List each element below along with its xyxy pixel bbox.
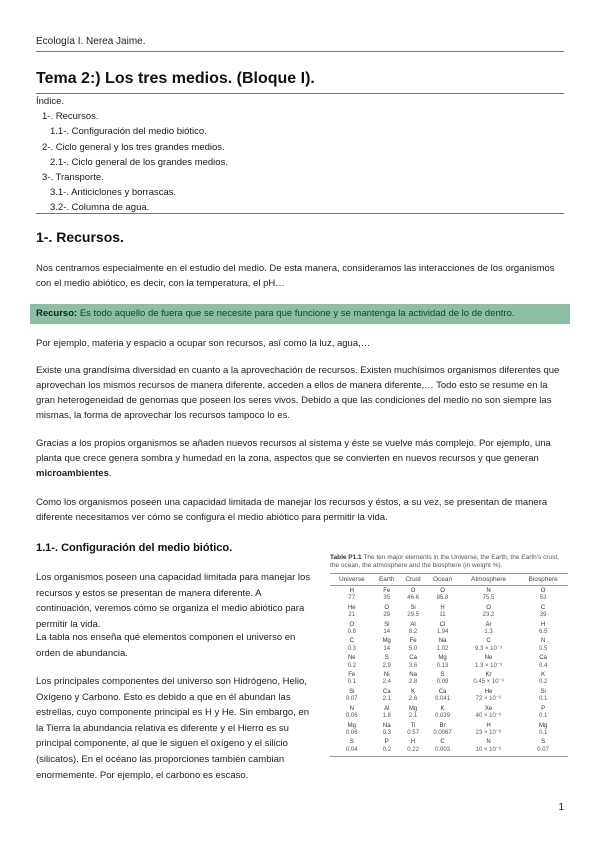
element-value-cell: 1.3 × 10⁻³: [475, 662, 503, 669]
intro-paragraph: Nos centramos especialmente en el estudio del medio. De esta manera, consideramos las interacciones de los organismos con el medio abiótico, es decir, con la temperatura, el pH…: [36, 263, 555, 289]
elements-table-figure: [330, 554, 568, 757]
definition-text: [36, 308, 515, 319]
element-symbol-cell: Si: [349, 688, 355, 695]
element-symbol-cell: Fe: [409, 638, 417, 645]
element-symbol-cell: Mg: [382, 638, 391, 645]
toc-divider: [36, 213, 564, 214]
element-value-cell: 2.1: [408, 713, 418, 720]
element-value-cell: 40 × 10⁻⁶: [475, 713, 502, 720]
element-value-cell: 1.94: [436, 629, 449, 636]
element-value-cell: 0.1: [347, 679, 356, 686]
element-symbol-cell: Ca: [409, 655, 417, 662]
element-symbol-cell: Na: [409, 672, 417, 679]
element-symbol-cell: Al: [410, 621, 416, 628]
element-symbol-cell: Cl: [439, 621, 446, 628]
element-symbol-cell: Mg: [538, 722, 548, 729]
element-value-cell: 0.039: [435, 713, 451, 720]
paragraph-text: Gracias a los propios organismos se añaden nuevos recursos al sistema y éste se vuelve más complejo. Por ejemplo, una planta que crece genera sombra y humedad en la zona, aspectos que se convierten en nuevos recursos y que generan: [36, 438, 551, 464]
element-value-cell: 11: [439, 612, 446, 619]
table-row-values: [330, 730, 568, 737]
element-symbol-cell: N: [349, 705, 354, 712]
element-value-cell: 0.0067: [433, 729, 452, 736]
table-row-symbols: [330, 687, 568, 696]
table-caption-label: Table P1.1: [330, 554, 362, 561]
element-value-cell: 0.04: [330, 747, 374, 757]
element-value-cell: 10 × 10⁻⁶: [459, 747, 518, 757]
definition-box: [30, 304, 570, 324]
element-symbol-cell: Xe: [484, 705, 493, 712]
element-symbol-cell: Na: [438, 638, 447, 645]
element-value-cell: 0.2: [347, 662, 356, 669]
element-value-cell: 0.1: [538, 729, 548, 736]
element-value-cell: 77: [348, 595, 356, 602]
element-symbol-cell: Br: [439, 722, 446, 729]
definition-label: Recurso:: [36, 308, 78, 319]
subsection-paragraph-1: Los organismos poseen una capacidad limitada para manejar los recursos y estos se presentan de manera diferente. A continuación, veremos cómo se organiza el medio abiótico para permitir la vida.: [36, 572, 311, 630]
table-header: Universe: [330, 574, 374, 586]
element-symbol-cell: S: [349, 739, 354, 746]
element-value-cell: 9.3 × 10⁻³: [475, 645, 503, 652]
diversity-paragraph: Existe una grandísima diversidad en cuanto a la aprovechación de recursos. Existen muchísimos organismos diferentes que aprovechan los mismos recursos de manera diferente, acceden a ellos de manera diferente,… Todo esto se resume en la gran heterogeneidad de genomas que poseen los seres vivos. Debido a que las condiciones del medio no son siempre las mismas, la forma de aprovechar los recursos tampoco lo es.: [36, 365, 560, 421]
element-value-cell: 1.02: [436, 645, 449, 652]
element-value-cell: 23 × 10⁻⁶: [475, 729, 502, 736]
element-symbol-cell: H: [349, 588, 354, 594]
element-symbol-cell: Ca: [438, 688, 447, 695]
element-symbol-cell: Al: [384, 705, 390, 712]
element-symbol-cell: Si: [540, 688, 546, 695]
element-value-cell: 0.8: [347, 629, 356, 636]
microambientes-paragraph: [36, 436, 566, 481]
element-value-cell: 39: [539, 612, 547, 619]
element-symbol-cell: Ne: [347, 655, 356, 662]
element-symbol-cell: Ti: [410, 722, 416, 729]
element-symbol-cell: O: [440, 588, 445, 594]
table-row-symbols: [330, 721, 568, 730]
element-value-cell: 2.6: [408, 696, 418, 703]
table-row-values: [330, 713, 568, 720]
table-row-symbols: [330, 636, 568, 645]
table-header: Earth: [374, 574, 400, 586]
element-value-cell: 2.9: [382, 662, 391, 669]
element-symbol-cell: H: [540, 621, 546, 628]
toc-item: 2-. Ciclo general y los tres grandes medios.: [42, 141, 225, 153]
element-value-cell: 23.2: [482, 612, 495, 619]
table-header: Ocean: [426, 574, 459, 586]
table-row-values: [330, 663, 568, 670]
element-symbol-cell: O: [540, 588, 546, 594]
element-symbol-cell: O: [410, 588, 416, 594]
table-header: Biosphere: [518, 574, 568, 586]
element-symbol-cell: Ni: [383, 672, 390, 679]
table-row-values: [330, 696, 568, 703]
element-value-cell: 0.07: [345, 696, 358, 703]
section-heading-recursos: 1-. Recursos.: [36, 229, 124, 245]
element-value-cell: 0.06: [345, 729, 358, 736]
element-symbol-cell: C: [349, 638, 354, 645]
element-value-cell: 85.8: [436, 595, 449, 602]
element-value-cell: 35: [383, 595, 391, 602]
page-title: Tema 2:) Los tres medios. (Bloque I).: [36, 70, 315, 87]
element-symbol-cell: P: [541, 705, 546, 712]
element-symbol-cell: Na: [382, 722, 391, 729]
table-header: Atmosphere: [459, 574, 518, 586]
element-value-cell: 2.1: [382, 696, 391, 703]
table-row-symbols: [330, 704, 568, 713]
element-value-cell: 8.2: [408, 629, 418, 636]
table-row-symbols: [330, 737, 568, 746]
toc-item: 3-. Transporte.: [42, 172, 104, 184]
element-symbol-cell: S: [541, 739, 546, 746]
element-value-cell: 14: [383, 645, 391, 652]
element-value-cell: 46.6: [407, 595, 419, 602]
element-value-cell: 2.4: [382, 679, 391, 686]
element-value-cell: 14: [383, 629, 391, 636]
element-value-cell: 5.0: [408, 645, 418, 652]
element-symbol-cell: Mg: [408, 705, 418, 712]
element-symbol-cell: Fe: [383, 588, 391, 594]
document-header: Ecología I. Nerea Jaime.: [36, 36, 146, 47]
element-value-cell: 1.3: [484, 629, 493, 636]
element-symbol-cell: C: [440, 739, 445, 746]
table-row-symbols: [330, 603, 568, 612]
capacity-paragraph: Como los organismos poseen una capacidad limitada de manejar los recursos y éstos, a su vez, se presentan de manera diferente necesitamos ver cómo se configura el medio abiótico para permitir la vida.: [36, 497, 548, 523]
toc-item: 3.2-. Columna de agua.: [50, 202, 150, 214]
subsection-heading: 1.1-. Configuración del medio biótico.: [36, 542, 233, 554]
table-caption-text: The ten major elements in the Universe, the Earth, the Earth's crust, the ocean, the atmosphere and the biosphere (in weight %).: [330, 554, 559, 569]
table-caption: [330, 554, 568, 570]
element-symbol-cell: Si: [384, 621, 390, 628]
element-symbol-cell: H: [410, 739, 416, 746]
table-row-values: [330, 612, 568, 619]
element-value-cell: 0.07: [518, 747, 568, 757]
table-header-row: [330, 574, 568, 586]
table-body: [330, 586, 568, 757]
element-value-cell: 29: [383, 612, 391, 619]
subsection-paragraph-3: Los principales componentes del universo son Hidrógeno, Helio, Oxígeno y Carbono. Esto es debido a que en él abundan las estrellas, cuyo componente principal es H y He. Sin embargo, en la Tierra la abundancia relativa es diferente y el Hierro es su principal componente, al que le siguen el oxígeno y el silicio (silicatos). En el océano las proporciones también cambian enormemente. Por ejemplo, el carbono es escaso.: [36, 676, 309, 781]
element-value-cell: 6.5: [538, 629, 548, 636]
example-paragraph: Por ejemplo, materia y espacio a ocupar son recursos, así como la luz, agua,…: [36, 338, 371, 349]
element-value-cell: 3.6: [408, 662, 418, 669]
element-value-cell: 0.4: [538, 662, 548, 669]
header-divider: [36, 51, 564, 52]
element-value-cell: 75.5: [482, 595, 495, 602]
element-symbol-cell: C: [540, 604, 546, 611]
toc-item: 1-. Recursos.: [42, 111, 99, 123]
element-symbol-cell: S: [384, 655, 389, 662]
table-row-values: [330, 747, 568, 757]
element-symbol-cell: Ne: [484, 655, 493, 662]
toc-item: 3.1-. Anticiclones y borrascas.: [50, 187, 177, 199]
element-value-cell: 0.09: [436, 679, 449, 686]
table-of-contents: [36, 94, 228, 216]
element-symbol-cell: H: [486, 722, 491, 729]
table-row-symbols: [330, 586, 568, 596]
element-value-cell: 29.5: [407, 612, 419, 619]
element-value-cell: 0.1: [538, 696, 548, 703]
element-value-cell: 72 × 10⁻⁶: [475, 696, 502, 703]
element-value-cell: 0.45 × 10⁻³: [473, 679, 504, 686]
element-value-cell: 0.3: [382, 729, 391, 736]
element-value-cell: 2.8: [408, 679, 418, 686]
element-value-cell: 0.3: [347, 645, 356, 652]
elements-table: [330, 573, 568, 757]
table-row-values: [330, 679, 568, 686]
element-symbol-cell: H: [440, 604, 445, 611]
element-value-cell: 0.06: [345, 713, 358, 720]
element-symbol-cell: N: [486, 588, 491, 594]
element-value-cell: 0.13: [436, 662, 449, 669]
element-symbol-cell: O: [486, 604, 491, 611]
element-symbol-cell: Ca: [539, 655, 547, 662]
element-symbol-cell: He: [484, 688, 493, 695]
table-row-values: [330, 629, 568, 636]
element-value-cell: 21: [348, 612, 356, 619]
element-value-cell: 0.5: [538, 645, 548, 652]
toc-item: 1.1-. Configuración del medio biótico.: [50, 126, 207, 138]
element-symbol-cell: Mg: [438, 655, 447, 662]
element-symbol-cell: Si: [410, 604, 416, 611]
toc-heading: Índice.: [36, 96, 64, 107]
definition-body: Es todo aquello de fuera que se necesite para que funcione y se mantenga la actividad de lo de dentro.: [79, 308, 515, 319]
microambientes-term: microambientes: [36, 468, 109, 479]
element-symbol-cell: O: [349, 621, 355, 628]
element-symbol-cell: Kr: [485, 672, 492, 679]
element-symbol-cell: He: [347, 604, 356, 611]
table-row-symbols: [330, 670, 568, 679]
element-symbol-cell: N: [540, 638, 546, 645]
element-symbol-cell: N: [486, 739, 491, 746]
table-row-values: [330, 595, 568, 602]
paragraph-text: .: [108, 468, 112, 479]
element-symbol-cell: Mg: [347, 722, 356, 729]
element-value-cell: 0.22: [400, 747, 426, 757]
element-value-cell: 0.2: [374, 747, 400, 757]
element-symbol-cell: S: [440, 672, 445, 679]
element-symbol-cell: C: [486, 638, 491, 645]
page-number: 1: [558, 802, 564, 813]
element-symbol-cell: Fe: [348, 672, 356, 679]
element-symbol-cell: Ca: [382, 688, 391, 695]
element-value-cell: 0.57: [407, 729, 419, 736]
element-symbol-cell: P: [384, 739, 389, 746]
element-value-cell: 1.8: [382, 713, 391, 720]
subsection-paragraph-2: La tabla nos enseña qué elementos componen el universo en orden de abundancia.: [36, 632, 296, 659]
table-header: Crust: [400, 574, 426, 586]
table-row-symbols: [330, 653, 568, 662]
element-symbol-cell: K: [440, 705, 445, 712]
element-value-cell: 0.003: [426, 747, 459, 757]
element-symbol-cell: O: [384, 604, 390, 611]
element-symbol-cell: K: [411, 688, 416, 695]
element-value-cell: 0.1: [538, 713, 548, 720]
table-row-symbols: [330, 620, 568, 629]
table-row-values: [330, 646, 568, 653]
element-value-cell: 0.041: [435, 696, 451, 703]
toc-item: 2.1-. Ciclo general de los grandes medios.: [50, 156, 228, 168]
element-value-cell: 0.2: [538, 679, 548, 686]
element-symbol-cell: K: [541, 672, 546, 679]
element-symbol-cell: Ar: [485, 621, 492, 628]
element-value-cell: 53: [539, 595, 547, 602]
